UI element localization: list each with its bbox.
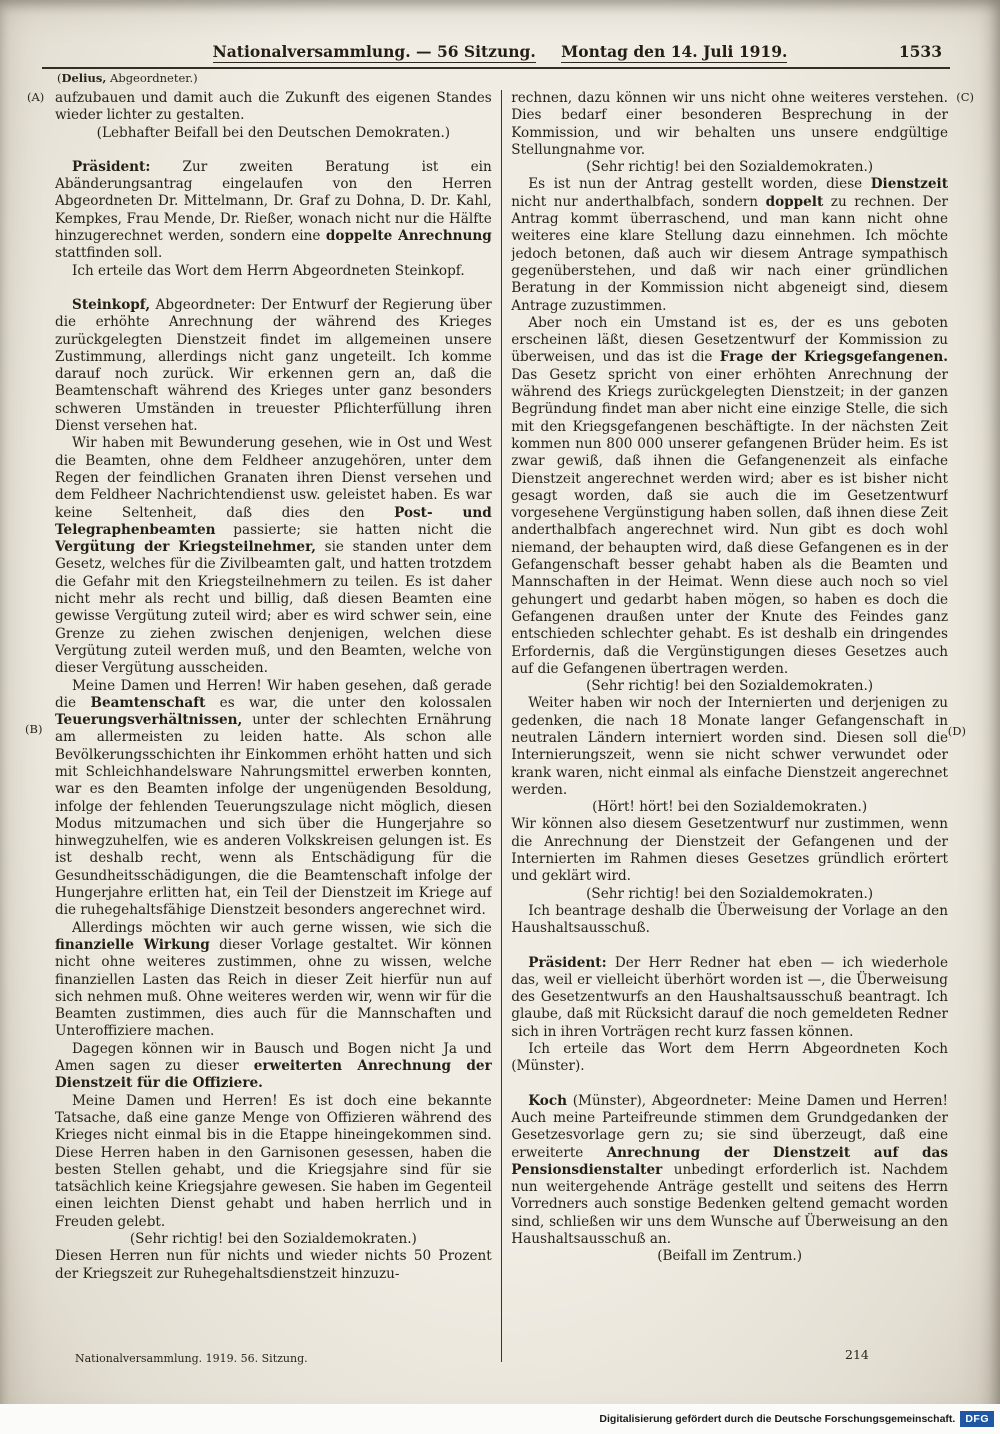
stage-note [55, 1231, 492, 1248]
text-run: Abgeordneter.) [106, 71, 198, 85]
text-run: passierte; sie hatten nicht die [215, 521, 492, 538]
text-run: Wir können also diesem Gesetzentwurf nur zustimmen, wenn die Anrechnung der Dienstzeit der Gefangenen und der Internierten im Rahmen dieses Gesetzes gründlich erörtert und geklärt wird. [511, 816, 948, 885]
text-run: Diesen Herren nun für nichts und wieder nichts 50 Prozent der Kriegszeit zur Ruhegehaltsdienstzeit hinzuzu- [55, 1248, 492, 1282]
paragraph [511, 695, 948, 799]
stage-note [511, 886, 948, 903]
digitization-bar [0, 1404, 1000, 1434]
header-rule [42, 67, 950, 69]
text-run: Der Herr Redner hat eben — ich wiederhole das, weil er vielleicht überhört worden ist —, die Überweisung des Gesetzentwurfs an den Haushaltsausschuß beantragt. Ich glaube, daß mit Rücksicht darauf die noch gemeldeten Redner sich in ihren Vorträgen recht kurz fassen können. [511, 954, 948, 1040]
emphasized-text: finanzielle Wirkung [55, 936, 210, 953]
emphasized-text: doppelt [765, 193, 824, 210]
text-run: (Beifall im Zentrum.) [657, 1248, 803, 1265]
margin-marker-d: (D) [947, 724, 966, 738]
paragraph [55, 1248, 492, 1283]
emphasized-text: Präsident: [72, 158, 151, 175]
left-column [55, 90, 492, 1362]
margin-marker-b: (B) [25, 722, 43, 736]
paragraph [511, 816, 948, 885]
text-run: rechnen, dazu können wir uns nicht ohne weiteres verstehen. Dies bedarf einer besonderen Besprechung in der Kommission, und wir behalten uns unsere endgültige Stellungnahme vor. [511, 90, 948, 158]
text-run: Allerdings möchten wir auch gerne wissen, wie sich die [72, 919, 492, 936]
stage-note [511, 799, 948, 816]
footer-imprint: Nationalversammlung. 1919. 56. Sitzung. [75, 1352, 308, 1365]
text-run: Ich erteile das Wort dem Herrn Abgeordneten Koch (Münster). [511, 1041, 948, 1075]
emphasized-text: Delius, [61, 71, 107, 85]
page-number: 1533 [898, 42, 942, 61]
text-run: (Münster), Abgeordneter: Meine Damen und Herren! Auch meine Parteifreunde stimmen dem Grundgedanken der Gesetzesvorlage gern zu; sie sind überzeugt, daß eine erweiterte [511, 1092, 948, 1161]
paragraph [55, 263, 492, 280]
text-run: stattfinden soll. [55, 245, 163, 262]
text-run: Ich erteile das Wort dem Herrn Abgeordneten Steinkopf. [72, 262, 465, 279]
text-run: unter der schlechten Ernährung am allermeisten zu leiden hatte. Als schon alle Bevölkerungsschichten ihr Einkommen erhöht hatten und sich mit Schleichhandelsware Nahrungsmittel erwerben konnten, war es den Beamten infolge der ungenügenden Besoldung, infolge der fehlenden Teuerungszulage nicht möglich, diesen Modus mitzumachen und sich über die Hungerjahre so hinwegzuhelfen, wie es anderen Volkskreisen gelungen ist. Es ist deshalb recht, wenn als Entschädigung für die Gesundheitsschädigungen, die die Beamtenschaft infolge der Hungerjahre erlitten hat, ein Teil der Dienstzeit im Kriege auf die ruhegehaltsfähige Dienstzeit besonders angerechnet wird. [55, 712, 492, 919]
paragraph [55, 920, 492, 1041]
text-run: ( [57, 71, 62, 85]
margin-marker-c: (C) [956, 90, 974, 104]
right-column [511, 90, 948, 1362]
emphasized-text: doppelte Anrechnung [325, 228, 492, 245]
paragraph [511, 955, 948, 1041]
emphasized-text: Post- und Telegraphenbeamten [55, 504, 492, 538]
text-run: nicht nur anderthalbfach, sondern [511, 193, 766, 210]
text-run: (Sehr richtig! bei den Sozialdemokraten.) [586, 159, 874, 176]
text-run: Ich beantrage deshalb die Überweisung der Vorlage an den Haushaltsausschuß. [511, 902, 948, 937]
paragraph [511, 1041, 948, 1076]
text-run: (Sehr richtig! bei den Sozialdemokraten.) [586, 885, 874, 902]
text-run: (Hört! hört! bei den Sozialdemokraten.) [592, 799, 868, 816]
page-header [45, 42, 955, 61]
stage-note [511, 1248, 948, 1265]
text-run: Dagegen können wir in Bausch und Bogen nicht Ja und Amen sagen zu dieser [55, 1040, 492, 1075]
paragraph [55, 1093, 492, 1231]
text-run: es war, die unter den kolossalen [205, 694, 492, 711]
paragraph [55, 678, 492, 920]
paragraph [511, 1093, 948, 1249]
paragraph [511, 90, 948, 159]
text-run: (Sehr richtig! bei den Sozialdemokraten.) [129, 1231, 417, 1247]
speaker-continuation-note [57, 71, 198, 85]
text-run: unbedingt erforderlich ist. Nachdem nun weitergehende Anträge gestellt und seitens des Herrn Vorredners auch sonstige Bedenken geltend gemacht worden sind, schließen wir uns dem Wunsche auf Überweisung an den Haushaltsausschuß an. [511, 1161, 948, 1247]
text-run: (Sehr richtig! bei den Sozialdemokraten.) [586, 678, 874, 695]
text-run: sie standen unter dem Gesetz, welches für die Zivilbeamten galt, und hatten trotzdem die Gefahr mit den Kriegsteilnehmern zu teilen. Es ist daher nicht mehr als recht und billig, daß diesen Beamten eine gewisse Vergütung zuteil wird; aber es wird schwer sein, eine Grenze zu ziehen zwischen denjenigen, welchen diese Vergütung zuteil werden muß, und den Beamten, welche von dieser Vergütung ausscheiden. [55, 539, 492, 677]
text-run: aufzubauen und damit auch die Zukunft des eigenen Standes wieder lichter zu gestalten. [55, 90, 492, 124]
text-run: zu rechnen. Der Antrag kommt überraschend, und man kann nicht ohne weiteres eine klare Stellung dazu einnehmen. Ich möchte jedoch betonen, daß auch wir diesem Antrage sympathisch gegenüberstehen, und daß wir nach einer gründlichen Beratung in der Kommission nicht abgeneigt sind, diesem Antrage zuzustimmen. [511, 193, 948, 314]
text-run: Meine Damen und Herren! Wir haben gesehen, daß gerade die [55, 677, 492, 711]
stage-note [511, 159, 948, 176]
text-run: Weiter haben wir noch der Internierten und derjenigen zu gedenken, die nach 18 Monate langer Gefangenschaft in neutralen Ländern interniert worden sind. Diesen soll die Internierungszeit, wenn sie nicht schwer verwundet oder krank waren, nicht einmal als einfache Dienstzeit angerechnet werden. [511, 695, 948, 798]
text-run: Abgeordneter: Der Entwurf der Regierung über die erhöhte Anrechnung der während des Krieges zurückgelegten Dienstzeit findet im allgemeinen unsere Zustimmung, allerdings nicht ganz ungeteilt. Ich komme darauf noch zurück. Wir erkennen gern an, daß die Beamtenschaft während des Krieges unter ganz besonders schweren Umständen in treuester Pflichterfüllung ihren Dienst versehen hat. [55, 296, 492, 435]
header-title: Nationalversammlung. — 56 Sitzung. [212, 42, 536, 61]
text-run: Zur zweiten Beratung ist ein Abänderungsantrag eingelaufen von den Herren Abgeordneten Dr. Mittelmann, Dr. Graf zu Dohna, D. Dr. Kahl, Kempkes, Frau Mende, Dr. Rießer, wonach nicht nur die Hälfte hinzugerechnet werden, sondern eine [55, 158, 492, 245]
paragraph [511, 903, 948, 938]
stage-note [55, 125, 492, 142]
column-divider [501, 90, 503, 1362]
emphasized-text: Koch [528, 1092, 567, 1109]
paragraph [55, 1041, 492, 1093]
digitization-note: Digitalisierung gefördert durch die Deutsche Forschungsgemeinschaft. [599, 1413, 956, 1425]
header-date: Montag den 14. Juli 1919. [561, 42, 788, 61]
margin-marker-a: (A) [27, 90, 45, 104]
emphasized-text: Beamtenschaft [90, 694, 206, 711]
emphasized-text: Vergütung der Kriegsteilnehmer, [55, 539, 316, 556]
paragraph [55, 297, 492, 435]
dfg-logo: DFG [960, 1411, 994, 1427]
text-run: Wir haben mit Bewunderung gesehen, wie in Ost und West die Beamten, ohne dem Feldheer anzugehören, unter dem Regen der feindlichen Granaten ihren Dienst versehen und dem Feldheer Nachrichtendienst usw. geleistet haben. Es war keine Seltenheit, daß dies den [55, 435, 492, 521]
text-run: Aber noch ein Umstand ist es, der es uns geboten erscheinen läßt, diesen Gesetzentwurf der Kommission zu überweisen, und das ist die [511, 314, 948, 366]
stage-note [511, 678, 948, 695]
text-run: Meine Damen und Herren! Es ist doch eine bekannte Tatsache, daß eine ganze Menge von Offizieren während des Krieges nicht einmal bis in die Etappe hineingekommen sind. Diese Herren haben in den Garnisonen gesessen, haben die besten Stellen gehabt, und die Kriegsjahre sind für sie tatsächlich keine Kriegsjahre gewesen. Sie haben im Gegenteil einen leichten Dienst gehabt und haben herrlich und in Freuden gelebt. [55, 1092, 492, 1230]
emphasized-text: Teuerungsverhältnissen, [55, 712, 243, 729]
text-run: dieser Vorlage gestaltet. Wir können nicht ohne weiteres zustimmen, ohne zu wissen, welche finanziellen Lasten das Reich in dieser Zeit hierfür nun auf sich nehmen muß. Ohne weiteres werden wir, wenn wir für die Beamten zustimmen, dies auch für die Mannschaften und Unteroffiziere machen. [55, 936, 492, 1040]
text-run: Das Gesetz spricht von einer erhöhten Anrechnung der während des Kriegs zurückgelegten Dienstzeit; in der ganzen Begründung findet man aber nicht eine einzige Stelle, die sich mit den Kriegsgefangenen beschäftigte. In der nächsten Zeit kommen nun 800 000 unserer gefangenen Brüder heim. Es ist zwar gewiß, daß ihnen die Gefangenenzeit als einfache Dienstzeit angerechnet werden wird; aber es ist bisher nicht gesagt worden, daß sie auch die im Gesetzentwurf vorgesehene Vergünstigung haben sollen, daß ihnen diese Zeit anderthalbfach angerechnet wird. Nun gibt es doch wohl niemand, der behaupten wird, daß diese Gefangenen es in der Gefangenschaft besser gehabt haben als die Beamten und Mannschaften in der Heimat. Wenn diese auch noch so viel gehungert und gedarbt haben mögen, so haben es doch die Gefangenen draußen unter der Knute des Feindes ganz entschieden schlechter gehabt. Es ist deshalb ein dringendes Erfordernis, daß die Vergünstigungen dieses Gesetzes auch auf die Gefangenen übertragen werden. [511, 366, 948, 677]
text-run: (Lebhafter Beifall bei den Deutschen Demokraten.) [96, 124, 451, 141]
sheet-number: 214 [845, 1347, 869, 1362]
paragraph [511, 315, 948, 678]
paragraph [55, 159, 492, 263]
paragraph [511, 176, 948, 314]
paragraph [55, 90, 492, 125]
emphasized-text: Dienstzeit [870, 176, 948, 193]
emphasized-text: Frage der Kriegsgefangenen. [719, 349, 948, 366]
text-run: Es ist nun der Antrag gestellt worden, diese [528, 176, 871, 193]
emphasized-text: Anrechnung der Dienstzeit auf das Pensionsdienstalter [511, 1144, 948, 1178]
emphasized-text: erweiterten Anrechnung der Dienstzeit für die Offiziere. [55, 1058, 492, 1092]
emphasized-text: Präsident: [528, 954, 607, 971]
paragraph [55, 435, 492, 677]
text-columns [55, 90, 948, 1362]
emphasized-text: Steinkopf, [72, 296, 151, 313]
